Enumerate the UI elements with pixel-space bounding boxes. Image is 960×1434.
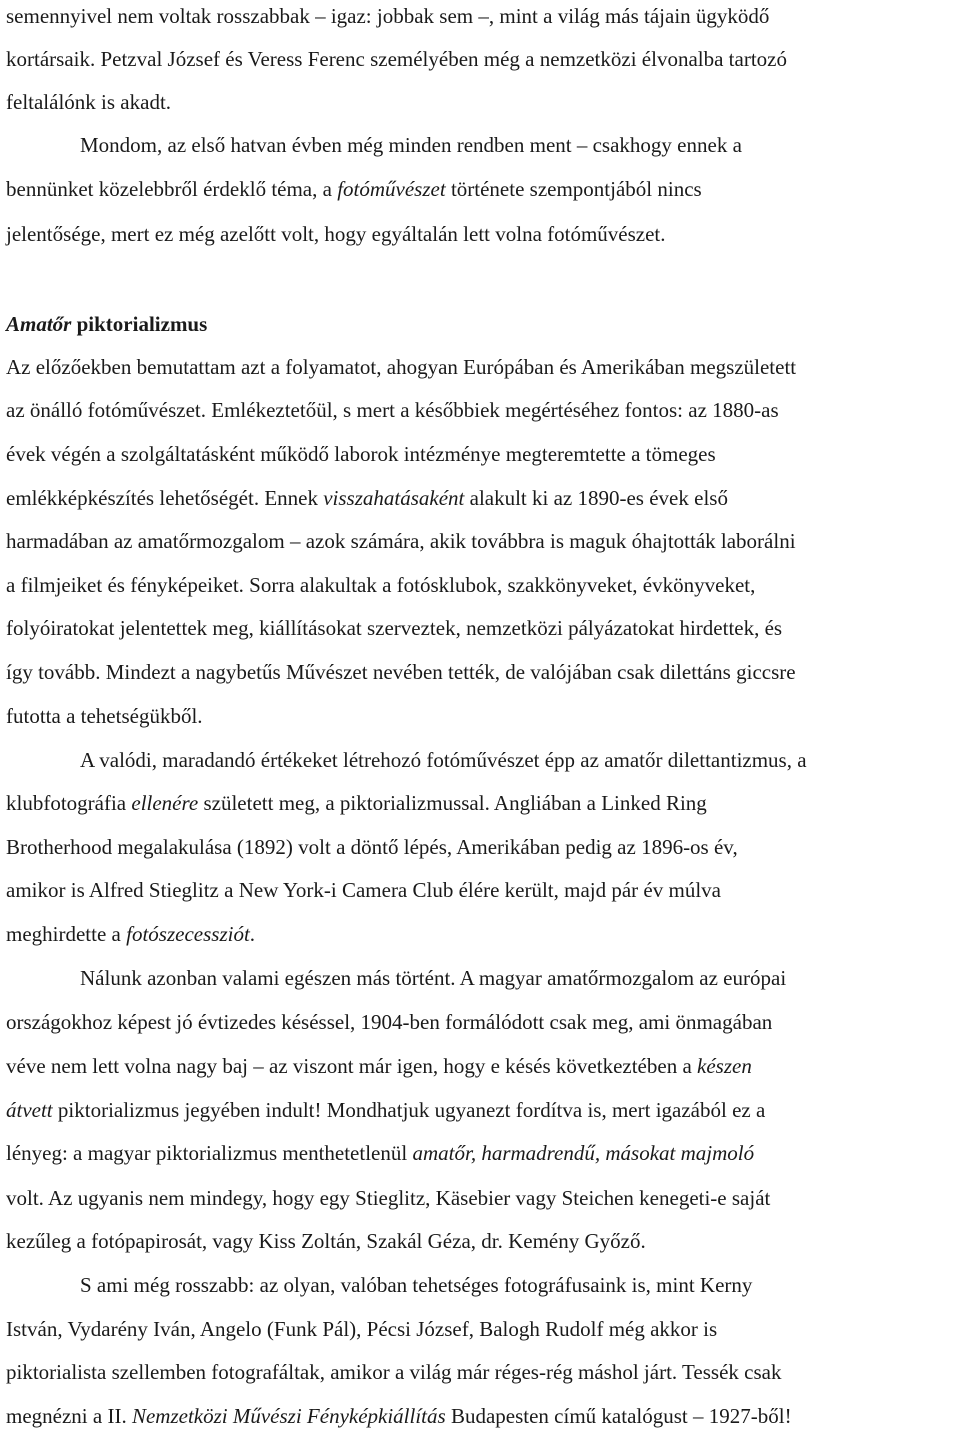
text-line: évek végén a szolgáltatásként működő laborok intézménye megteremtette a tömeges [6, 442, 716, 466]
paragraph-first-line: A valódi, maradandó értékeket létrehozó fotóművészet épp az amatőr dilettantizmus, a [80, 748, 807, 772]
text-line: meghirdette a fotószecessziót. [6, 922, 256, 946]
text-line: lényeg: a magyar piktorializmus menthetetlenül amatőr, harmadrendű, másokat majmoló [6, 1141, 755, 1165]
text-line: véve nem lett volna nagy baj – az viszont már igen, hogy e késés következtében a készen [6, 1054, 752, 1078]
paragraph-first-line: Mondom, az első hatvan évben még minden rendben ment – csakhogy ennek a [80, 133, 742, 157]
text-line: emlékképkészítés lehetőségét. Ennek visszahatásaként alakult ki az 1890-es évek első [6, 486, 728, 510]
heading-italic: Amatőr [6, 312, 72, 336]
italic-emphasis: Nemzetközi Művészi Fényképkiállítás [131, 1404, 446, 1428]
text-line: klubfotográfia ellenére született meg, a piktorializmussal. Angliában a Linked Ring [6, 791, 707, 815]
paragraph-first-line: Nálunk azonban valami egészen más történt. A magyar amatőrmozgalom az európai [80, 966, 787, 990]
text-line: jelentősége, mert ez még azelőtt volt, hogy egyáltalán lett volna fotóművészet. [6, 222, 666, 246]
italic-emphasis: amatőr, harmadrendű, másokat majmoló [412, 1141, 755, 1165]
text-line: futotta a tehetségükből. [6, 704, 203, 728]
text-line: országokhoz képest jó évtizedes késéssel, 1904-ben formálódott csak meg, ami önmagában [6, 1010, 773, 1034]
italic-emphasis: fotóművészet [337, 177, 446, 201]
text-line: harmadában az amatőrmozgalom – azok számára, akik továbbra is maguk óhajtották laborálni [6, 529, 796, 553]
text-line: volt. Az ugyanis nem mindegy, hogy egy Stieglitz, Käsebier vagy Steichen kenegeti-e saját [6, 1186, 771, 1210]
text-line: semennyivel nem voltak rosszabbak – igaz: jobbak sem –, mint a világ más tájain ügyködő [6, 4, 770, 28]
text-line: megnézni a II. Nemzetközi Művészi Fényképkiállítás Budapesten című katalógust – 1927-ből! [6, 1404, 792, 1428]
text-line: az önálló fotóművészet. Emlékeztetőül, s mert a későbbiek megértéséhez fontos: az 1880-as [6, 398, 779, 422]
text-line: átvett piktorializmus jegyében indult! Mondhatjuk ugyanezt fordítva is, mert igazából ez a [6, 1098, 766, 1122]
text-line: Brotherhood megalakulása (1892) volt a döntő lépés, Amerikában pedig az 1896-os év, [6, 835, 738, 859]
text-line: folyóiratokat jelentettek meg, kiállításokat szerveztek, nemzetközi pályázatokat hirdettek, és [6, 616, 783, 640]
paragraph-first-line: S ami még rosszabb: az olyan, valóban tehetséges fotográfusaink is, mint Kerny [80, 1273, 753, 1297]
text-line: piktorialista szellemben fotografáltak, amikor a világ már réges-rég máshol járt. Tessék csak [6, 1360, 782, 1384]
italic-emphasis: ellenére [131, 791, 199, 815]
section-heading: Amatőr piktorializmus [6, 312, 208, 336]
text-line: Az előzőekben bemutattam azt a folyamatot, ahogyan Európában és Amerikában megszületett [6, 355, 797, 379]
italic-emphasis: visszahatásaként [323, 486, 465, 510]
text-line: kortársaik. Petzval József és Veress Ferenc személyében még a nemzetközi élvonalba tartozó [6, 47, 787, 71]
italic-emphasis: készen [697, 1054, 752, 1078]
text-line: így tovább. Mindezt a nagybetűs Művészet nevében tették, de valójában csak dilettáns giccsre [6, 660, 796, 684]
text-line: kezűleg a fotópapirosát, vagy Kiss Zoltán, Szakál Géza, dr. Kemény Győző. [6, 1229, 646, 1253]
text-line: feltalálónk is akadt. [6, 90, 172, 114]
text-line: bennünket közelebbről érdeklő téma, a fotóművészet története szempontjából nincs [6, 177, 702, 201]
italic-emphasis: átvett [6, 1098, 53, 1122]
text-line: amikor is Alfred Stieglitz a New York-i Camera Club élére került, majd pár év múlva [6, 878, 721, 902]
text-line: a filmjeiket és fényképeiket. Sorra alakultak a fotósklubok, szakkönyveket, évkönyveket, [6, 573, 756, 597]
italic-emphasis: fotószecessziót [126, 922, 250, 946]
text-line: István, Vydarény Iván, Angelo (Funk Pál), Pécsi József, Balogh Rudolf még akkor is [6, 1317, 718, 1341]
